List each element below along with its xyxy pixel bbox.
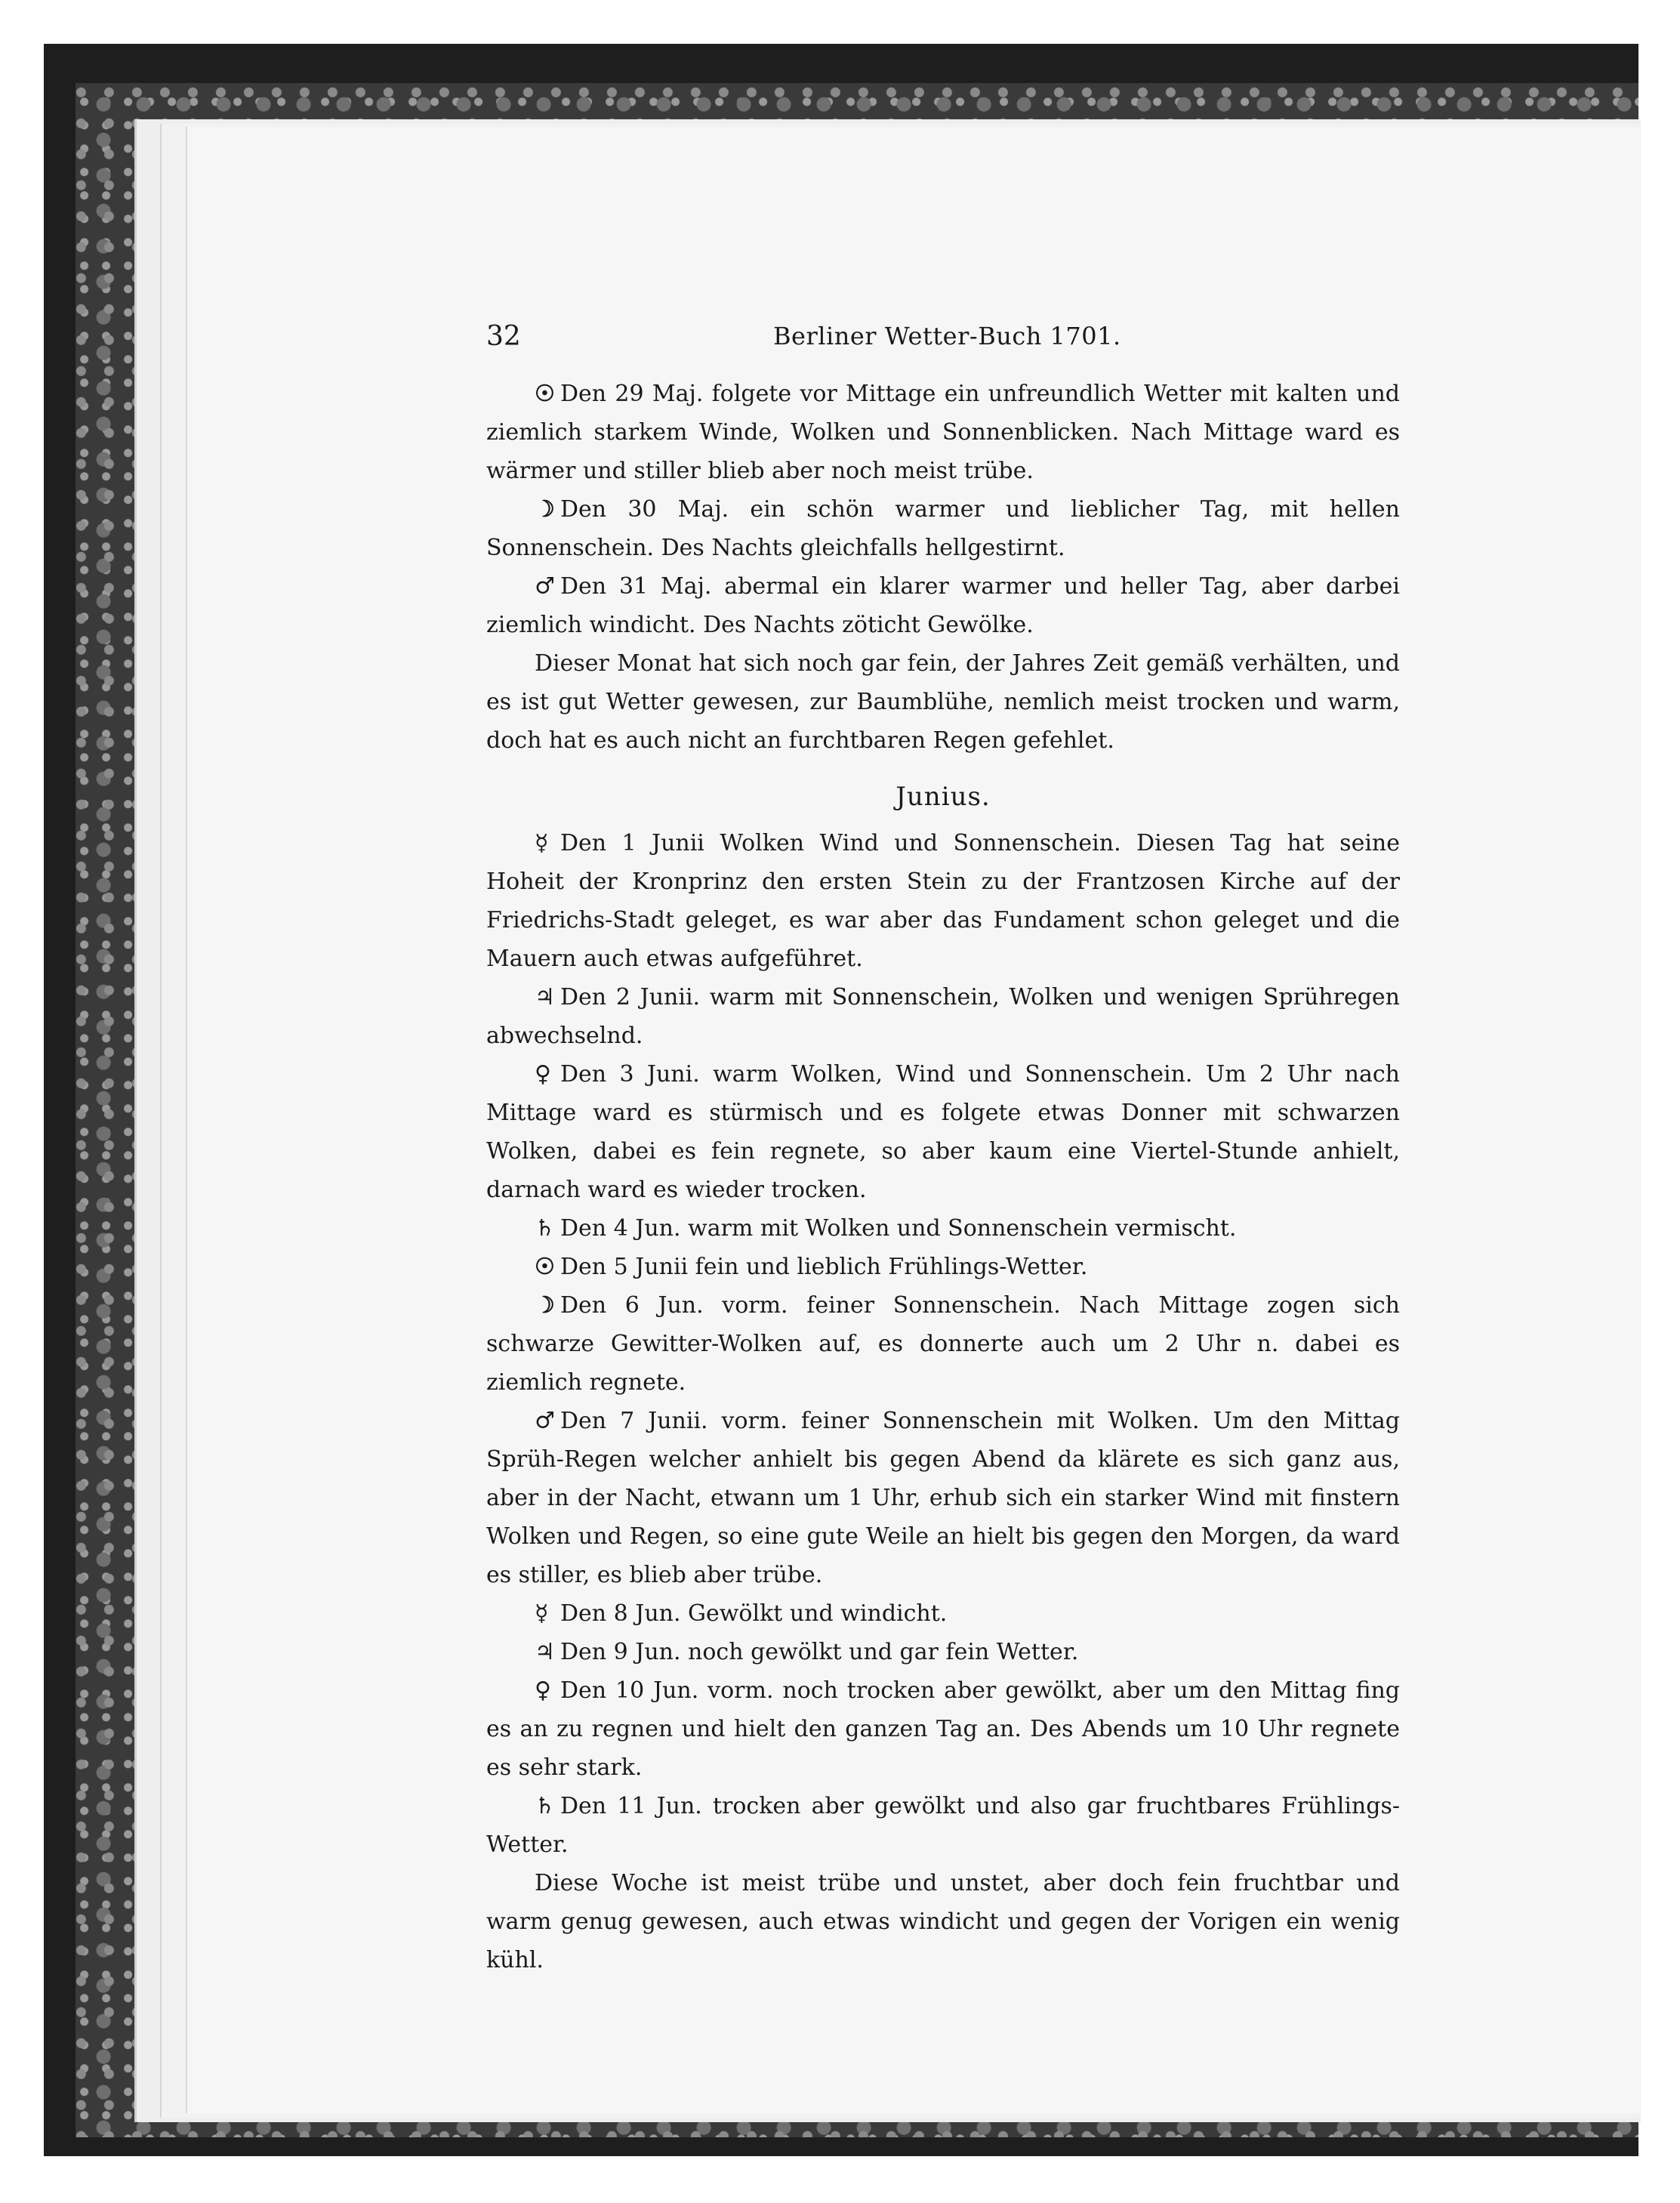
entry-text: Den 3 Juni. warm Wolken, Wind und Sonnenschein. Um 2 Uhr nach Mittage ward es stürmisch und es folgete etwas Donner mit schwarzen Wolken, dabei es fein regnete, so aber kaum eine Viertel-Stunde anhielt, darnach ward es wieder trocken. — [486, 1061, 1400, 1203]
entry-text: Den 30 Maj. ein schön warmer und lieblicher Tag, mit hellen Sonnenschein. Des Nachts gleichfalls hellgestirnt. — [486, 496, 1400, 561]
running-head — [486, 317, 1400, 363]
entry-text: Den 10 Jun. vorm. noch trocken aber gewölkt, aber um den Mittag fing es an zu regnen und hielt den ganzen Tag an. Des Abends um 10 Uhr regnete es sehr stark. — [486, 1677, 1400, 1781]
entry-text: Den 31 Maj. abermal ein klarer warmer und heller Tag, aber darbei ziemlich windicht. Des Nachts zöticht Gewölke. — [486, 573, 1400, 638]
entry-text: Den 29 Maj. folgete vor Mittage ein unfreundlich Wetter mit kalten und ziemlich starkem Winde, Wolken und Sonnenblicken. Nach Mittage ward es wärmer und stiller blieb aber noch meist trübe. — [486, 381, 1400, 484]
entry-text: Den 5 Junii fein und lieblich Frühlings-Wetter. — [560, 1254, 1088, 1280]
entry-text: Den 4 Jun. warm mit Wolken und Sonnenschein vermischt. — [560, 1215, 1237, 1242]
entry-text: Den 6 Jun. vorm. feiner Sonnenschein. Nach Mittage zogen sich schwarze Gewitter-Wolken auf, es donnerte auch um 2 Uhr n. dabei es ziemlich regnete. — [486, 1292, 1400, 1396]
diary-entry — [486, 375, 1400, 490]
mercury-icon: ☿ — [535, 1600, 549, 1627]
moon-icon: ☽ — [535, 1292, 555, 1319]
diary-entry — [486, 1787, 1400, 1864]
may-entries — [486, 375, 1400, 644]
entry-text: Den 2 Junii. warm mit Sonnenschein, Wolken und wenigen Sprühregen abwechselnd. — [486, 984, 1400, 1049]
entry-text: Den 7 Junii. vorm. feiner Sonnenschein mit Wolken. Um den Mittag Sprüh-Regen welcher anhielt bis gegen Abend da klärete es sich ganz aus, aber in der Nacht, etwann um 1 Uhr, erhub sich ein starker Wind mit finstern Wolken und Regen, so eine gute Weile an hielt bis gegen den Morgen, da ward es stiller, es blieb aber trübe. — [486, 1408, 1400, 1588]
running-title: Berliner Wetter-Buch 1701. — [773, 322, 1121, 350]
diary-entry — [486, 567, 1400, 644]
jupiter-icon: ♃ — [535, 1639, 555, 1665]
diary-entry — [486, 1209, 1400, 1248]
sun-icon: ☉ — [535, 1254, 555, 1280]
venus-icon: ♀ — [535, 1677, 551, 1704]
saturn-icon: ♄ — [535, 1793, 555, 1819]
diary-entry — [486, 1671, 1400, 1787]
diary-entry — [486, 1402, 1400, 1594]
week-summary: Diese Woche ist meist trübe und unstet, aber doch fein fruchtbar und warm genug gewesen, auch etwas windicht und gegen der Vorigen ein wenig kühl. — [486, 1870, 1400, 1973]
diary-entry — [486, 1286, 1400, 1402]
mars-icon: ♂ — [535, 1408, 555, 1434]
diary-entry — [486, 490, 1400, 567]
entry-text: Den 11 Jun. trocken aber gewölkt und also gar fruchtbares Frühlings-Wetter. — [486, 1793, 1400, 1858]
entry-text: Den 9 Jun. noch gewölkt und gar fein Wetter. — [560, 1639, 1079, 1665]
saturn-icon: ♄ — [535, 1215, 555, 1242]
mercury-icon: ☿ — [535, 830, 549, 856]
diary-entry — [486, 1248, 1400, 1286]
page-number: 32 — [486, 321, 521, 352]
page-content — [486, 317, 1400, 1979]
jupiter-icon: ♃ — [535, 984, 555, 1010]
diary-entry — [486, 978, 1400, 1055]
may-summary: Dieser Monat hat sich noch gar fein, der Jahres Zeit gemäß verhälten, und es ist gut Wetter gewesen, zur Baumblühe, nemlich meist trocken und warm, doch hat es auch nicht an furchtbaren Regen gefehlet. — [486, 650, 1400, 754]
entry-text: Den 8 Jun. Gewölkt und windicht. — [560, 1600, 948, 1627]
sun-icon: ☉ — [535, 381, 555, 407]
section-heading-junius: Junius. — [895, 782, 991, 812]
june-entries — [486, 824, 1400, 1864]
diary-entry — [486, 824, 1400, 978]
diary-entry — [486, 1633, 1400, 1671]
entry-text: Den 1 Junii Wolken Wind und Sonnenschein. Diesen Tag hat seine Hoheit der Kronprinz den ersten Stein zu der Frantzosen Kirche auf der Friedrichs-Stadt geleget, es war aber das Fundament schon geleget und die Mauern auch etwas aufgeführet. — [486, 830, 1400, 972]
venus-icon: ♀ — [535, 1061, 551, 1088]
moon-icon: ☽ — [535, 496, 555, 523]
diary-entry — [486, 1055, 1400, 1209]
mars-icon: ♂ — [535, 573, 555, 600]
diary-entry — [486, 1594, 1400, 1633]
